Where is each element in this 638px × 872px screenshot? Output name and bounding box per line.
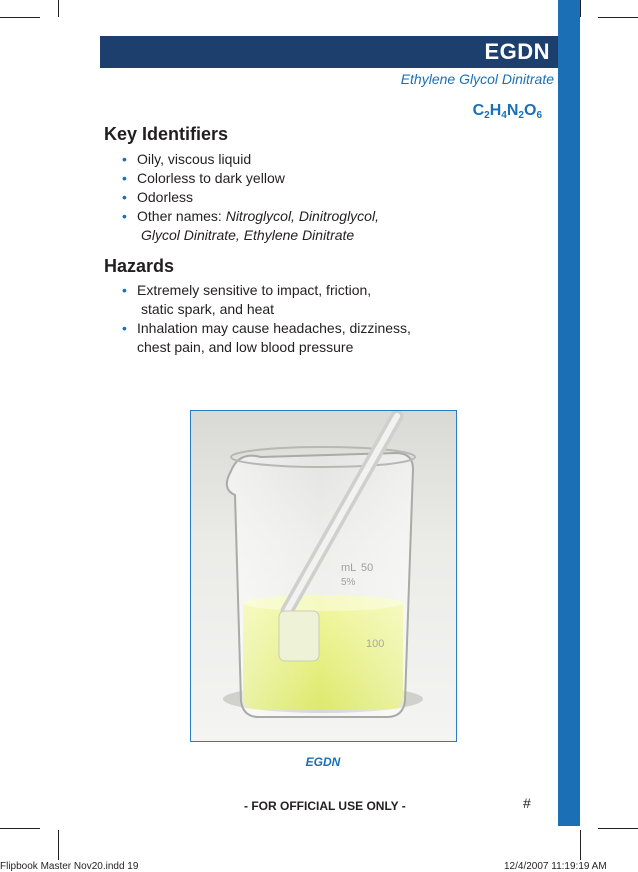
bullet-icon: • bbox=[122, 282, 127, 298]
egdn-beaker-photo bbox=[190, 410, 457, 742]
formula-element: O bbox=[523, 102, 537, 119]
crop-mark bbox=[598, 17, 638, 18]
formula-subscript: 2 bbox=[484, 110, 490, 121]
hazards-heading: Hazards bbox=[104, 256, 175, 276]
crop-mark bbox=[580, 830, 581, 860]
side-accent-bar bbox=[558, 0, 580, 826]
crop-mark bbox=[598, 828, 638, 829]
print-slug-file: Flipbook Master Nov20.indd 19 bbox=[0, 861, 139, 872]
bullet-icon: • bbox=[122, 151, 127, 167]
bullet-icon: • bbox=[122, 320, 127, 336]
chemical-formula bbox=[473, 102, 542, 121]
photo-caption: EGDN bbox=[305, 755, 341, 769]
crop-mark bbox=[0, 828, 40, 829]
list-item bbox=[122, 150, 482, 169]
bullet-icon: • bbox=[122, 170, 127, 186]
key-identifiers-heading: Key Identifiers bbox=[104, 124, 229, 144]
crop-mark bbox=[0, 17, 40, 18]
list-item-text: Inhalation may cause headaches, dizziness, bbox=[137, 320, 411, 336]
crop-mark bbox=[58, 0, 59, 17]
formula-subscript: 4 bbox=[501, 110, 507, 121]
crop-mark bbox=[580, 0, 581, 17]
other-names-text: Glycol Dinitrate, Ethylene Dinitrate bbox=[141, 227, 355, 243]
beaker-graduation-label: 100 bbox=[366, 638, 385, 650]
chemical-full-name: Ethylene Glycol Dinitrate bbox=[400, 71, 554, 87]
page-title: EGDN bbox=[484, 39, 550, 64]
list-item-text: Other names: bbox=[137, 208, 226, 224]
beaker-graduation-label: 5% bbox=[341, 577, 356, 588]
formula-element: H bbox=[489, 102, 502, 119]
beaker-graduation-label: 50 bbox=[361, 562, 374, 574]
list-item-text: Extremely sensitive to impact, friction, bbox=[137, 282, 372, 298]
list-item-text: static spark, and heat bbox=[141, 301, 275, 317]
list-item bbox=[122, 169, 482, 188]
formula-subscript: 2 bbox=[518, 110, 524, 121]
list-item-text: Colorless to dark yellow bbox=[137, 170, 285, 186]
hazards-list bbox=[122, 281, 482, 357]
print-slug-date: 12/4/2007 11:19:19 AM bbox=[504, 861, 607, 872]
list-item-text: Odorless bbox=[137, 189, 194, 205]
beaker-graduation-label: mL bbox=[341, 562, 357, 574]
beaker-illustration bbox=[191, 411, 456, 741]
bullet-icon: • bbox=[122, 189, 127, 205]
list-item-text: chest pain, and low blood pressure bbox=[137, 339, 354, 355]
header-bar bbox=[100, 36, 558, 68]
formula-element: C bbox=[472, 102, 485, 119]
list-item bbox=[122, 207, 482, 245]
page-number: # bbox=[523, 795, 531, 811]
formula-element: N bbox=[506, 102, 519, 119]
list-item-text: Oily, viscous liquid bbox=[137, 151, 252, 167]
list-item bbox=[122, 281, 482, 319]
list-item bbox=[122, 319, 482, 357]
list-item bbox=[122, 188, 482, 207]
key-identifiers-list bbox=[122, 150, 482, 245]
official-use-notice: - FOR OFFICIAL USE ONLY - bbox=[244, 799, 406, 813]
formula-subscript: 6 bbox=[536, 110, 542, 121]
bullet-icon: • bbox=[122, 208, 127, 224]
crop-mark bbox=[58, 830, 59, 860]
other-names-text: Nitroglycol, Dinitroglycol, bbox=[225, 208, 379, 224]
